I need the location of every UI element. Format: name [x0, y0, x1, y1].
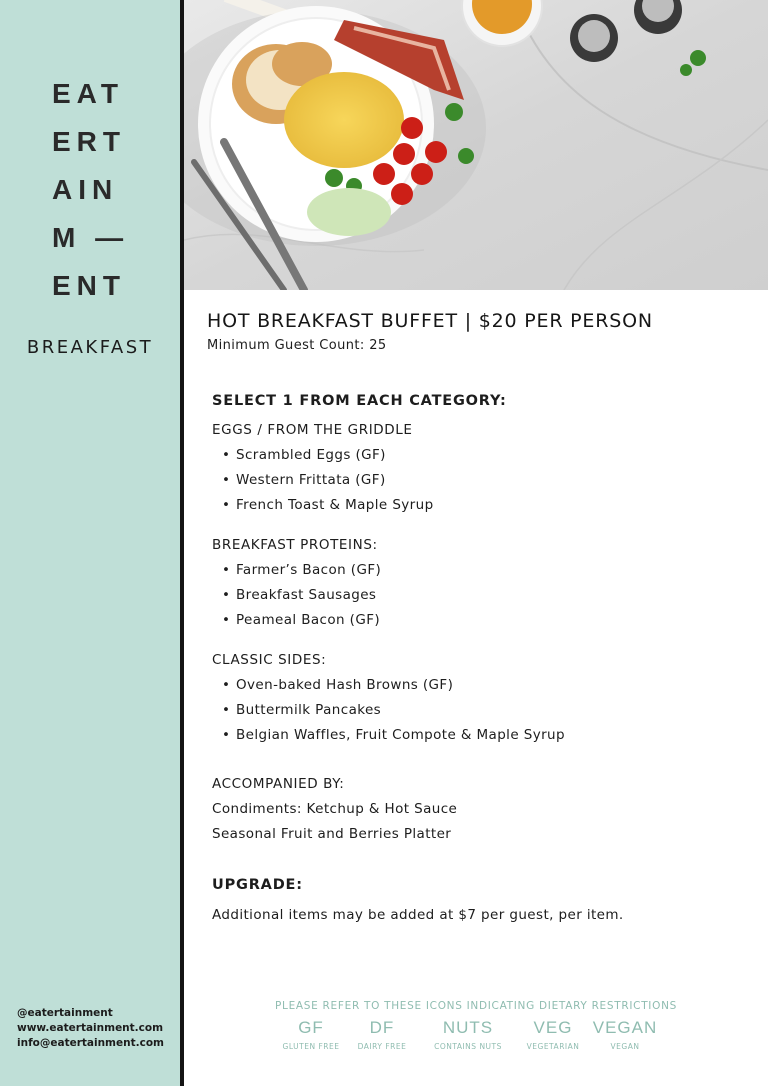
menu-item: • Breakfast Sausages: [212, 583, 752, 608]
icon-code: NUTS: [442, 1018, 494, 1037]
sidebar: [0, 0, 180, 1086]
upgrade-heading: UPGRADE:: [212, 877, 303, 893]
icon-code: VEG: [533, 1018, 573, 1037]
page-title: HOT BREAKFAST BUFFET | $20 PER PERSON: [207, 310, 653, 332]
icon-label: DAIRY FREE: [357, 1042, 407, 1051]
menu-item: • Scrambled Eggs (GF): [212, 443, 752, 468]
menu-item: • Western Frittata (GF): [212, 468, 752, 493]
icon-label: GLUTEN FREE: [282, 1042, 340, 1051]
icon-code: DF: [369, 1018, 395, 1037]
section-title: BREAKFAST: [26, 337, 154, 358]
logo-line: AIN: [52, 174, 119, 205]
dietary-note: PLEASE REFER TO THESE ICONS INDICATING DIETARY RESTRICTIONS: [275, 1000, 677, 1012]
social-handle[interactable]: @eatertainment: [17, 1007, 113, 1019]
contact-info: [17, 1006, 164, 1051]
menu-item: • Peameal Bacon (GF): [212, 608, 752, 633]
icon-label: VEGETARIAN: [526, 1042, 580, 1051]
dietary-icons: [184, 1018, 768, 1078]
menu-item: • French Toast & Maple Syrup: [212, 493, 752, 518]
menu-item: • Belgian Waffles, Fruit Compote & Maple Syrup: [212, 723, 752, 748]
menu-item: • Farmer’s Bacon (GF): [212, 558, 752, 583]
menu-item: • Oven-baked Hash Browns (GF): [212, 673, 752, 698]
upgrade-text: Additional items may be added at $7 per guest, per item.: [212, 907, 624, 923]
logo-line: ENT: [52, 270, 126, 301]
menu-item: • Buttermilk Pancakes: [212, 698, 752, 723]
dairy-free-icon: [332, 1018, 432, 1051]
accompaniment-line: Condiments: Ketchup & Hot Sauce: [212, 801, 458, 817]
email-link[interactable]: info@eatertainment.com: [17, 1037, 164, 1049]
logo-line: M —: [52, 222, 130, 253]
accompanied-heading: ACCOMPANIED BY:: [212, 776, 345, 792]
website-link[interactable]: www.eatertainment.com: [17, 1022, 164, 1034]
logo-line: EAT: [52, 78, 124, 109]
accompaniment-line: Seasonal Fruit and Berries Platter: [212, 826, 452, 842]
logo-line: ERT: [52, 126, 126, 157]
icon-code: VEGAN: [592, 1018, 658, 1037]
category-title: CLASSIC SIDES:: [212, 652, 327, 668]
icon-label: VEGAN: [610, 1042, 640, 1051]
logo: [52, 70, 142, 310]
icon-label: CONTAINS NUTS: [434, 1042, 502, 1051]
minimum-guest-count: Minimum Guest Count: 25: [207, 338, 387, 353]
category-title: BREAKFAST PROTEINS:: [212, 537, 378, 553]
icon-code: GF: [298, 1018, 324, 1037]
select-heading: SELECT 1 FROM EACH CATEGORY:: [212, 393, 507, 409]
vegan-icon: [575, 1018, 675, 1051]
menu-header: [207, 310, 757, 353]
category-title: EGGS / FROM THE GRIDDLE: [212, 422, 413, 438]
breakfast-photo: [184, 0, 768, 290]
menu-body: [212, 392, 752, 928]
